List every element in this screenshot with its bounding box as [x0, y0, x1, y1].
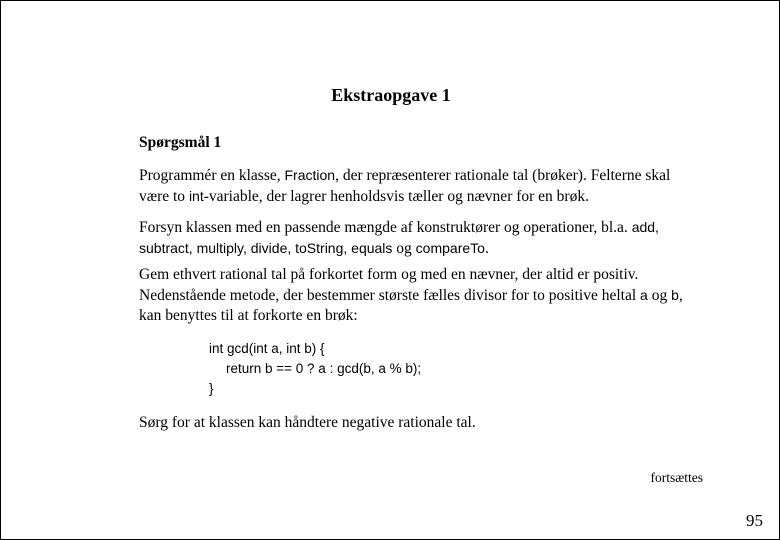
code-term: Fraction	[284, 167, 336, 183]
code-block	[209, 339, 421, 399]
code-term: a	[640, 287, 648, 303]
paragraph-operations	[139, 217, 699, 259]
text-run: Gem ethvert rational tal på forkortet form og med en nævner, der altid er positiv. Nedenstående metode, der bestemmer største fælles divisor for to positive heltal	[139, 266, 641, 304]
slide-title: Ekstraopgave 1	[331, 85, 451, 105]
code-term: int	[188, 188, 204, 204]
text-run: -variable, der lagrer henholdsvis tæller og nævner for en brøk.	[203, 188, 589, 205]
text-run: , der repræsenterer rationale tal (brøker). Felterne skal være to	[139, 167, 671, 205]
text-run: Forsyn klassen med en passende mængde af konstruktører og operationer, bl.a.	[139, 219, 632, 236]
text-run: .	[484, 240, 489, 257]
code-line: }	[209, 381, 214, 396]
code-term: compareTo	[415, 240, 485, 256]
text-run: og	[647, 287, 672, 304]
code-line: int gcd(int a, int b) {	[209, 341, 325, 356]
paragraph-reduced-form	[139, 265, 699, 326]
code-line: return b == 0 ? a : gcd(b, a % b);	[226, 361, 422, 376]
page-number: 95	[746, 511, 763, 530]
question-heading: Spørgsmål 1	[139, 134, 222, 151]
code-term: add, subtract, multiply, divide, toString, equals	[139, 219, 659, 256]
paragraph-negative-numbers: Sørg for at klassen kan håndtere negative rationale tal.	[139, 414, 476, 431]
code-term: b	[671, 287, 679, 303]
text-run: , kan benyttes til at forkorte en brøk:	[139, 287, 683, 324]
text-run: og	[392, 240, 416, 257]
text-run: Programmér en klasse,	[139, 167, 285, 184]
paragraph-class-description	[139, 165, 699, 207]
continued-label: fortsættes	[650, 470, 703, 485]
